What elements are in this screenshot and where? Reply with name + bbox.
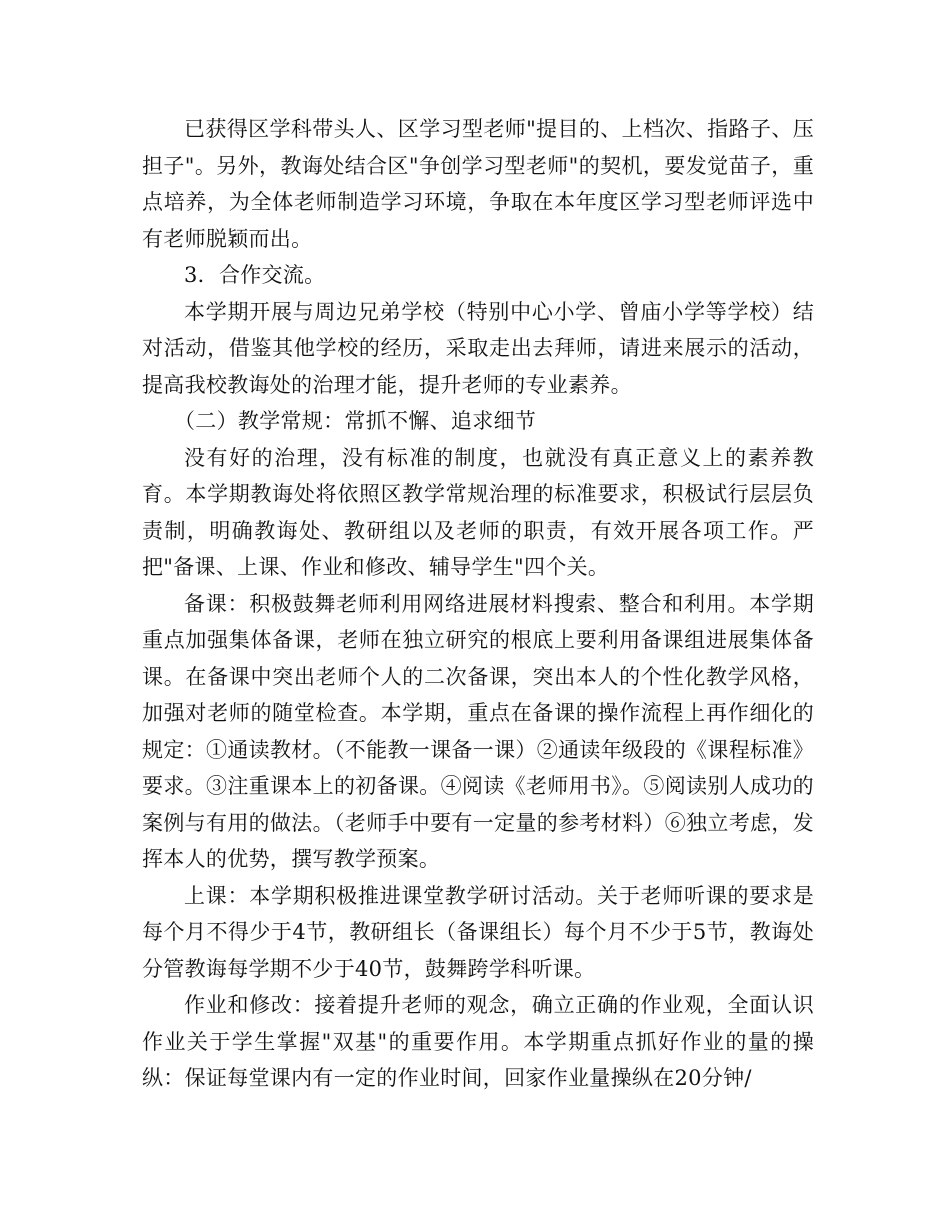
paragraph-lesson-preparation: 备课：积极鼓舞老师利用网络进展材料搜索、整合和利用。本学期重点加强集体备课，老师在独立研究的根底上要利用备课组进展集体备课。在备课中突出老师个人的二次备课，突出本人的个性化教学风格，加强对老师的随堂检查。本学期，重点在备课的操作流程上再作细化的规定：①通读教材。（不能教一课备一课）②通读年级段的《课程标准》要求。③注重课本上的初备课。④阅读《老师用书》。⑤阅读别人成功的案例与有用的做法。（老师手中要有一定量的参考材料）⑥独立考虑，发挥本人的优势，撰写教学预案。: [142, 591, 814, 871]
heading-teaching-routine: （二）教学常规：常抓不懈、追求细节: [174, 409, 537, 433]
paragraph-class-observation: 上课：本学期积极推进课堂教学研讨活动。关于老师听课的要求是每个月不得少于4节，教研组长（备课组长）每个月不少于5节，教诲处分管教诲每学期不少于40节，鼓舞跨学科听课。: [142, 883, 814, 981]
paragraph-management-standards: 没有好的治理，没有标准的制度，也就没有真正意义上的素养教育。本学期教诲处将依照区教学常规治理的标准要求，积极试行层层负责制，明确教诲处、教研组以及老师的职责，有效开展各项工作。严把"备课、上课、作业和修改、辅导学生"四个关。: [142, 445, 814, 579]
paragraph-teacher-training: 已获得区学科带头人、区学习型老师"提目的、上档次、指路子、压担子"。另外，教诲处结合区"争创学习型老师"的契机，要发觉苗子，重点培养，为全体老师制造学习环境，争取在本年度区学习型老师评选中有老师脱颖而出。: [142, 117, 814, 251]
document-page: [142, 111, 814, 1097]
heading-cooperation-exchange: 3．合作交流。: [184, 263, 326, 287]
paragraph-homework-correction: 作业和修改：接着提升老师的观念，确立正确的作业观，全面认识作业关于学生掌握"双基"的重要作用。本学期重点抓好作业的量的操纵：保证每堂课内有一定的作业时间，回家作业量操纵在20分钟/: [142, 993, 814, 1090]
paragraph-school-partnership: 本学期开展与周边兄弟学校（特别中心小学、曾庙小学等学校）结对活动，借鉴其他学校的经历，采取走出去拜师，请进来展示的活动，提高我校教诲处的治理才能，提升老师的专业素养。: [142, 299, 814, 397]
